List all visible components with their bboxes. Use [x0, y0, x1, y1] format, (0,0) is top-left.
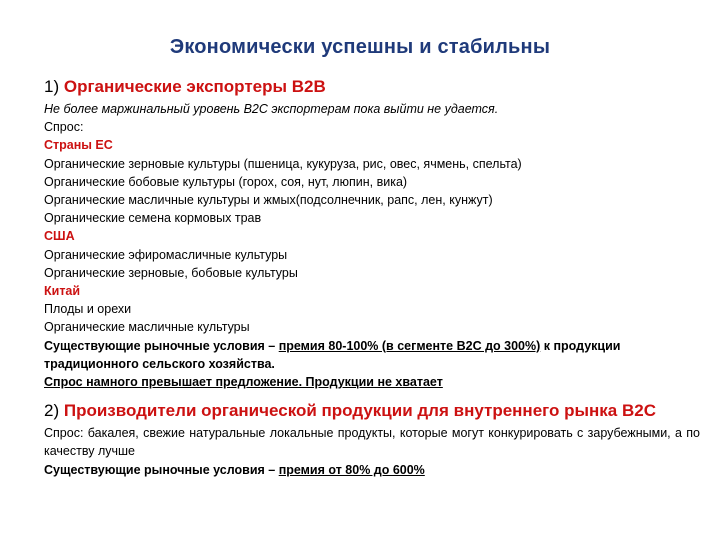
market-premium: премия от 80% до 600% [278, 462, 425, 477]
section1-number: 1) [44, 77, 64, 96]
section2-number: 2) [44, 401, 64, 421]
list-item: Плоды и орехи [44, 302, 132, 317]
section2-title: Производители органической продукции для внутреннего рынка В2С [63, 401, 656, 421]
region-usa-label: США [44, 229, 75, 244]
list-item: Органические эфиромасличные культуры [44, 247, 288, 262]
demand-exceeds-supply: Спрос намного превышает предложение. Продукции не хватает [44, 375, 443, 390]
market-premium: премия 80-100% (в сегменте В2С до 300%) [278, 338, 541, 353]
demand-label: Спрос: [44, 120, 84, 135]
section1-heading [44, 76, 700, 98]
list-item: Органические масличные культуры и жмых(подсолнечник, рапс, лен, кунжут) [44, 193, 493, 208]
list-item: Органические масличные культуры [44, 320, 250, 335]
section1-note: Не более маржинальный уровень В2С экспортерам пока выйти не удается. [44, 102, 499, 116]
section1-title: Органические экспортеры В2В [63, 77, 326, 96]
market-conditions-prefix: Существующие рыночные условия – [44, 338, 279, 353]
market-conditions-2 [44, 461, 700, 479]
list-item: Органические зерновые культуры (пшеница, кукуруза, рис, овес, ячмень, спельта) [44, 156, 522, 171]
section2-heading [44, 400, 700, 422]
list-item: Органические семена кормовых трав [44, 211, 262, 226]
market-conditions-prefix: Существующие рыночные условия – [44, 462, 279, 477]
market-conditions-1 [44, 337, 700, 373]
list-item: Органические бобовые культуры (горох, соя, нут, люпин, вика) [44, 174, 408, 189]
slide-title: Экономически успешны и стабильны [169, 36, 551, 58]
slide-content [44, 76, 700, 479]
list-item: Органические зерновые, бобовые культуры [44, 265, 298, 280]
market-conditions-suffix: к продукции традиционного сельского хозяйства. [44, 338, 621, 371]
section2-demand: Спрос: бакалея, свежие натуральные локальные продукты, которые могут конкурировать с зарубежными, а по качеству лучше [44, 426, 700, 459]
region-china-label: Китай [44, 284, 81, 299]
region-eu-label: Страны ЕС [44, 138, 113, 153]
